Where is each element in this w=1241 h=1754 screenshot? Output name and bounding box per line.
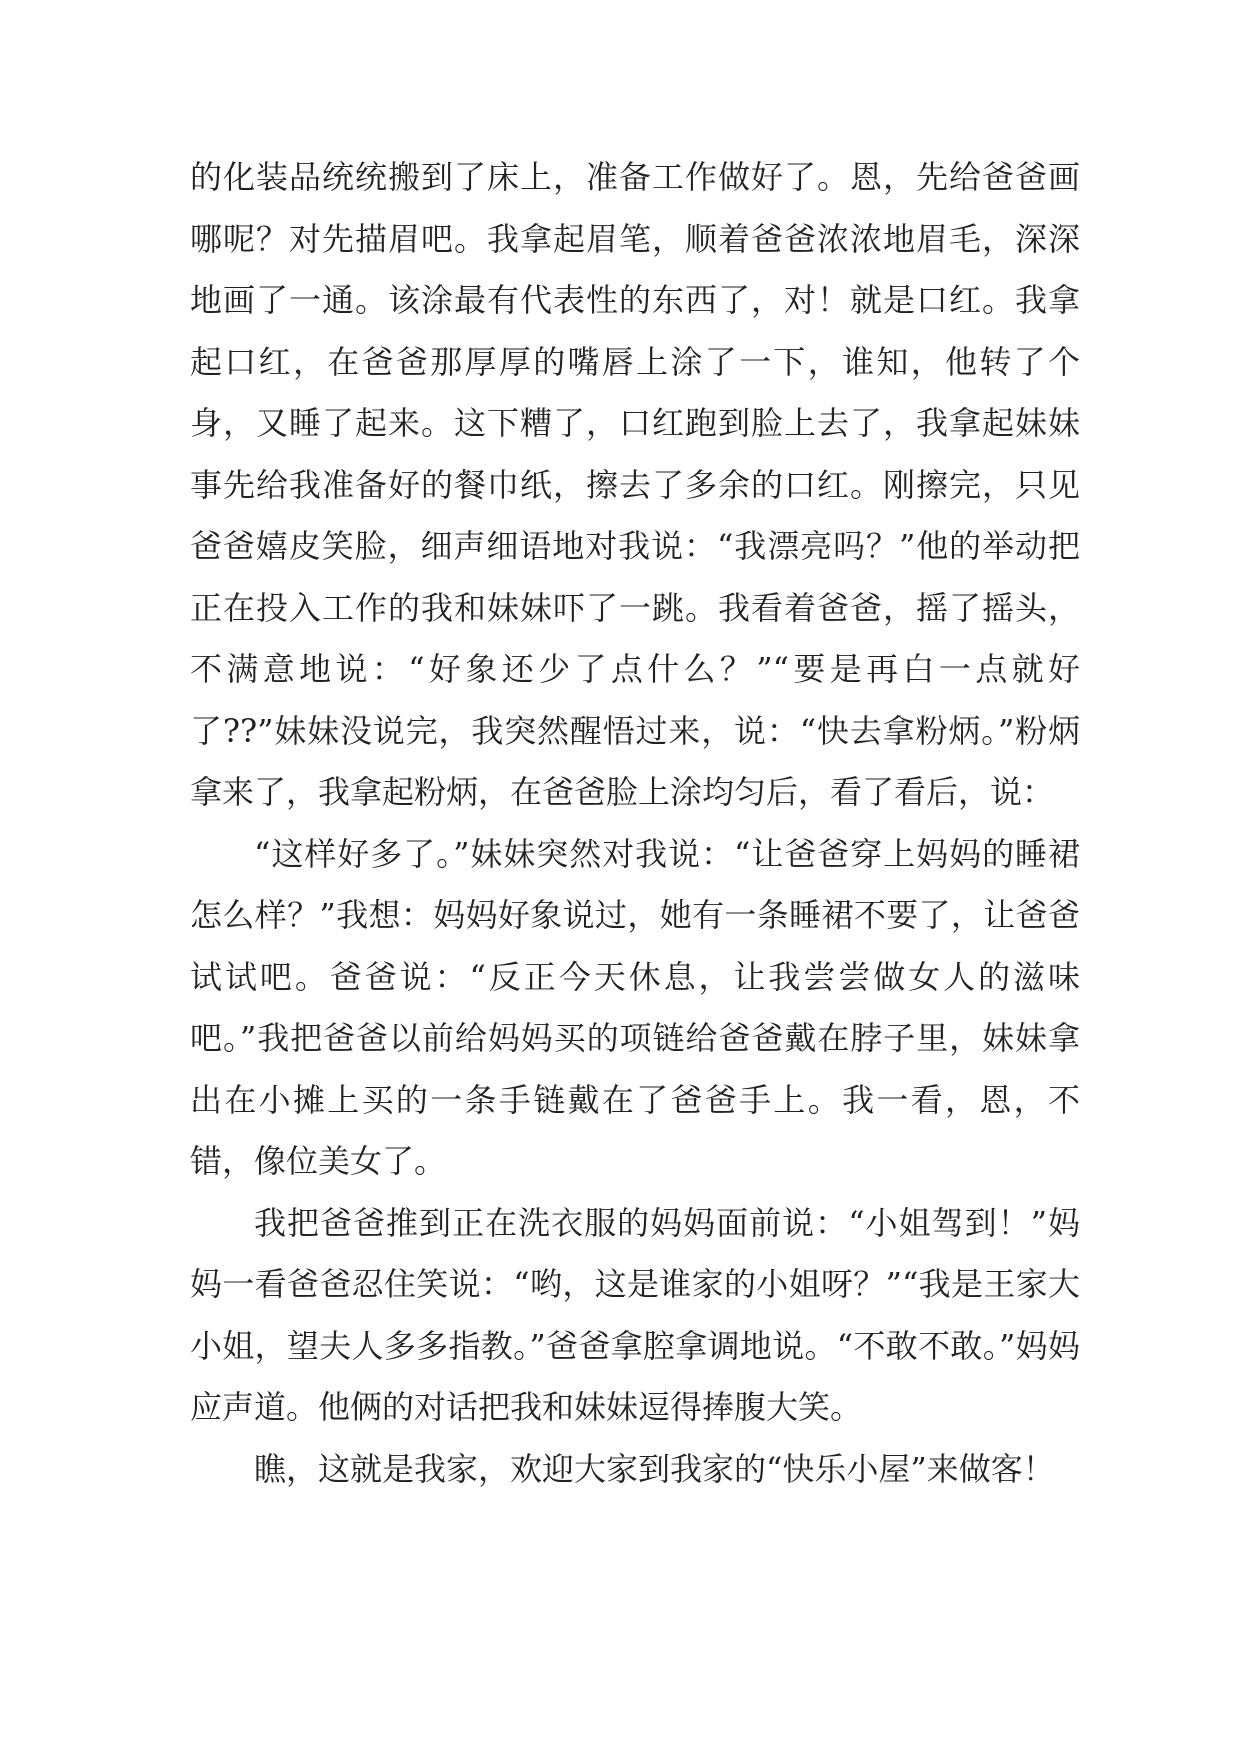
- document-body: [190, 147, 1080, 1500]
- paragraph-4: 瞧，这就是我家，欢迎大家到我家的“快乐小屋”来做客！: [254, 1449, 1055, 1488]
- paragraph-2: “这样好多了。”妹妹突然对我说：“让爸爸穿上妈妈的睡裙怎么样？”我想：妈妈好象说过，她有一条睡裙不要了，让爸爸试试吧。爸爸说：“反正今天休息，让我尝尝做女人的滋味吧。”我把爸爸以前给妈妈买的项链给爸爸戴在脖子里，妹妹拿出在小摊上买的一条手链戴在了爸爸手上。我一看，恩，不错，像位美女了。: [190, 834, 1080, 1180]
- paragraph-3: 我把爸爸推到正在洗衣服的妈妈面前说：“小姐驾到！”妈妈一看爸爸忍住笑说：“哟，这是谁家的小姐呀？”“我是王家大小姐，望夫人多多指教。”爸爸拿腔拿调地说。“不敢不敢。”妈妈应声道。他俩的对话把我和妹妹逗得捧腹大笑。: [190, 1203, 1080, 1426]
- paragraph-1: 的化装品统统搬到了床上，准备工作做好了。恩，先给爸爸画哪呢？对先描眉吧。我拿起眉笔，顺着爸爸浓浓地眉毛，深深地画了一通。该涂最有代表性的东西了，对！就是口红。我拿起口红，在爸爸那厚厚的嘴唇上涂了一下，谁知，他转了个身，又睡了起来。这下糟了，口红跑到脸上去了，我拿起妹妹事先给我准备好的餐巾纸，擦去了多余的口红。刚擦完，只见爸爸嬉皮笑脸，细声细语地对我说：“我漂亮吗？”他的举动把正在投入工作的我和妹妹吓了一跳。我看着爸爸，摇了摇头，不满意地说：“好象还少了点什么？”“要是再白一点就好了??”妹妹没说完，我突然醒悟过来，说：“快去拿粉炳。”粉炳拿来了，我拿起粉炳，在爸爸脸上涂均匀后，看了看后，说：: [190, 158, 1080, 811]
